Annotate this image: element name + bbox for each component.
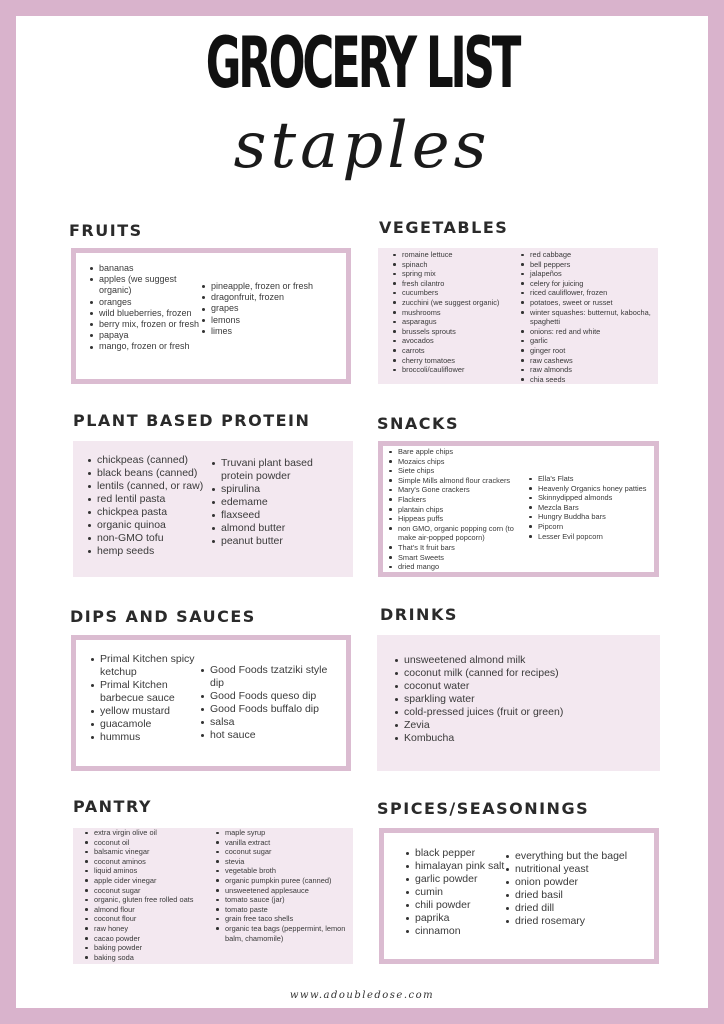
list-item: raw cashews	[521, 356, 654, 366]
list-item: black pepper	[406, 847, 506, 860]
list-item: edemame	[212, 496, 347, 509]
list-item: winter squashes: butternut, kabocha, spaghetti	[521, 308, 654, 327]
pantry-list-col2	[216, 828, 349, 964]
list-item: organic pumpkin puree (canned)	[216, 876, 349, 886]
list-item: raw almonds	[521, 365, 654, 375]
list-item: baking soda	[85, 953, 216, 963]
protein-list-col1	[88, 454, 212, 577]
list-item: hummus	[91, 731, 201, 744]
list-item: sparkling water	[395, 693, 652, 706]
list-item: Good Foods tzatziki style dip	[201, 664, 340, 690]
drinks-list	[395, 654, 652, 745]
list-item: black beans (canned)	[88, 467, 212, 480]
protein-heading: PLANT BASED PROTEIN	[73, 411, 311, 430]
list-item: mango, frozen or fresh	[90, 341, 202, 352]
list-item: Skinnydipped almonds	[529, 493, 651, 503]
list-item: Truvani plant based protein powder	[212, 457, 347, 483]
list-item: coconut milk (canned for recipes)	[395, 667, 652, 680]
list-item: tomato sauce (jar)	[216, 895, 349, 905]
list-item: yellow mustard	[91, 705, 201, 718]
list-item: red cabbage	[521, 250, 654, 260]
fruits-list-col2	[202, 263, 338, 379]
list-item: stevia	[216, 857, 349, 867]
list-item: dried mango	[389, 562, 529, 572]
list-item: Good Foods buffalo dip	[201, 703, 340, 716]
fruits-heading: FRUITS	[69, 221, 143, 240]
list-item: Primal Kitchen spicy ketchup	[91, 653, 201, 679]
list-item: cucumbers	[393, 288, 521, 298]
list-item: coconut oil	[85, 838, 216, 848]
list-item: ginger root	[521, 346, 654, 356]
list-item: Primal Kitchen barbecue sauce	[91, 679, 201, 705]
list-item: cinnamon	[406, 925, 506, 938]
list-item: romaine lettuce	[393, 250, 521, 260]
list-item: Heavenly Organics honey patties	[529, 484, 651, 494]
list-item: chia seeds	[521, 375, 654, 385]
list-item: mushrooms	[393, 308, 521, 318]
snacks-list-col1	[389, 447, 529, 572]
dips-heading: DIPS AND SAUCES	[70, 607, 256, 626]
list-item: papaya	[90, 330, 202, 341]
website-footer: www.adoubledose.com	[289, 990, 435, 1001]
list-item: broccoli/cauliflower	[393, 365, 521, 375]
list-item: Good Foods queso dip	[201, 690, 340, 703]
list-item: coconut sugar	[85, 886, 216, 896]
list-item: asparagus	[393, 317, 521, 327]
pantry-box	[73, 828, 353, 964]
list-item: chickpeas (canned)	[88, 454, 212, 467]
list-item: almond flour	[85, 905, 216, 915]
list-item: Siete chips	[389, 466, 529, 476]
pantry-heading: PANTRY	[73, 797, 152, 816]
list-item: maple syrup	[216, 828, 349, 838]
list-item: Smart Sweets	[389, 553, 529, 563]
list-item: garlic powder	[406, 873, 506, 886]
list-item: pineapple, frozen or fresh	[202, 281, 338, 292]
drinks-box	[377, 635, 660, 771]
vegetables-list-col1	[393, 250, 521, 384]
list-item: coconut water	[395, 680, 652, 693]
vegetables-box	[378, 248, 658, 384]
list-item: spinach	[393, 260, 521, 270]
spices-list-col2	[506, 847, 648, 959]
list-item: Zevia	[395, 719, 652, 732]
list-item: organic, gluten free rolled oats	[85, 895, 216, 905]
list-item: unsweetened almond milk	[395, 654, 652, 667]
list-item: bell peppers	[521, 260, 654, 270]
list-item: vanilla extract	[216, 838, 349, 848]
list-item: non GMO, organic popping corn (to make air-popped popcorn)	[389, 524, 529, 543]
list-item: salsa	[201, 716, 340, 729]
list-item: Kombucha	[395, 732, 652, 745]
list-item: dried rosemary	[506, 915, 648, 928]
list-item: oranges	[90, 297, 202, 308]
list-item: liquid aminos	[85, 866, 216, 876]
list-item: cacao powder	[85, 934, 216, 944]
list-item: everything but the bagel	[506, 850, 648, 863]
list-item: potatoes, sweet or russet	[521, 298, 654, 308]
dips-list-col1	[91, 653, 201, 766]
list-item: red lentil pasta	[88, 493, 212, 506]
list-item: tomato paste	[216, 905, 349, 915]
list-item: organic tea bags (peppermint, lemon balm, chamomile)	[216, 924, 349, 943]
list-item: guacamole	[91, 718, 201, 731]
list-item: vegetable broth	[216, 866, 349, 876]
list-item: lentils (canned, or raw)	[88, 480, 212, 493]
list-item: Pipcorn	[529, 522, 651, 532]
list-item: onions: red and white	[521, 327, 654, 337]
drinks-heading: DRINKS	[380, 605, 458, 624]
grocery-list-page	[16, 16, 708, 1008]
list-item: dragonfruit, frozen	[202, 292, 338, 303]
list-item: apple cider vinegar	[85, 876, 216, 886]
list-item: Flackers	[389, 495, 529, 505]
fruits-list-col1	[90, 263, 202, 379]
list-item: Bare apple chips	[389, 447, 529, 457]
list-item: coconut flour	[85, 914, 216, 924]
vegetables-heading: VEGETABLES	[379, 218, 509, 237]
list-item: cherry tomatoes	[393, 356, 521, 366]
spices-heading: SPICES/SEASONINGS	[377, 799, 590, 818]
list-item: garlic	[521, 336, 654, 346]
protein-box	[73, 441, 353, 577]
list-item: hot sauce	[201, 729, 340, 742]
list-item: grapes	[202, 303, 338, 314]
list-item: dried basil	[506, 889, 648, 902]
list-item: limes	[202, 326, 338, 337]
list-item: organic quinoa	[88, 519, 212, 532]
spices-list-col1	[406, 847, 506, 959]
list-item: cumin	[406, 886, 506, 899]
list-item: dried dill	[506, 902, 648, 915]
list-item: flaxseed	[212, 509, 347, 522]
list-item: coconut sugar	[216, 847, 349, 857]
list-item: Hungry Buddha bars	[529, 512, 651, 522]
list-item: lemons	[202, 315, 338, 326]
dips-box	[71, 635, 351, 771]
list-item: onion powder	[506, 876, 648, 889]
list-item: Mozaics chips	[389, 457, 529, 467]
fruits-box	[71, 248, 351, 384]
list-item: non-GMO tofu	[88, 532, 212, 545]
list-item: avocados	[393, 336, 521, 346]
list-item: grain free taco shells	[216, 914, 349, 924]
pantry-list-col1	[85, 828, 216, 964]
list-item: Lesser Evil popcorn	[529, 532, 651, 542]
list-item: brussels sprouts	[393, 327, 521, 337]
list-item: paprika	[406, 912, 506, 925]
list-item: extra virgin olive oil	[85, 828, 216, 838]
list-item: Simple Mills almond flour crackers	[389, 476, 529, 486]
snacks-box	[378, 441, 659, 577]
protein-list-col2	[212, 454, 347, 577]
list-item: That's It fruit bars	[389, 543, 529, 553]
snacks-heading: SNACKS	[377, 414, 459, 433]
list-item: balsamic vinegar	[85, 847, 216, 857]
list-item: chickpea pasta	[88, 506, 212, 519]
list-item: plantain chips	[389, 505, 529, 515]
list-item: cold-pressed juices (fruit or green)	[395, 706, 652, 719]
list-item: fresh cilantro	[393, 279, 521, 289]
list-item: Ella's Flats	[529, 474, 651, 484]
list-item: chili powder	[406, 899, 506, 912]
list-item: riced cauliflower, frozen	[521, 288, 654, 298]
list-item: spring mix	[393, 269, 521, 279]
spices-box	[379, 828, 659, 964]
dips-list-col2	[201, 653, 340, 766]
list-item: zucchini (we suggest organic)	[393, 298, 521, 308]
list-item: coconut aminos	[85, 857, 216, 867]
list-item: Hippeas puffs	[389, 514, 529, 524]
list-item: nutritional yeast	[506, 863, 648, 876]
list-item: jalapeños	[521, 269, 654, 279]
page-title: GROCERY LIST	[205, 22, 519, 104]
list-item: Mezcla Bars	[529, 503, 651, 513]
snacks-list-col2	[529, 447, 651, 572]
list-item: unsweetened applesauce	[216, 886, 349, 896]
list-item: hemp seeds	[88, 545, 212, 558]
list-item: raw honey	[85, 924, 216, 934]
list-item: spirulina	[212, 483, 347, 496]
list-item: wild blueberries, frozen	[90, 308, 202, 319]
list-item: himalayan pink salt	[406, 860, 506, 873]
list-item: berry mix, frozen or fresh	[90, 319, 202, 330]
page-subtitle: staples	[233, 109, 491, 183]
vegetables-list-col2	[521, 250, 654, 384]
list-item: celery for juicing	[521, 279, 654, 289]
list-item: Mary's Gone crackers	[389, 485, 529, 495]
list-item: almond butter	[212, 522, 347, 535]
list-item: apples (we suggest organic)	[90, 274, 202, 296]
list-item: baking powder	[85, 943, 216, 953]
list-item: carrots	[393, 346, 521, 356]
list-item: peanut butter	[212, 535, 347, 548]
list-item: bananas	[90, 263, 202, 274]
